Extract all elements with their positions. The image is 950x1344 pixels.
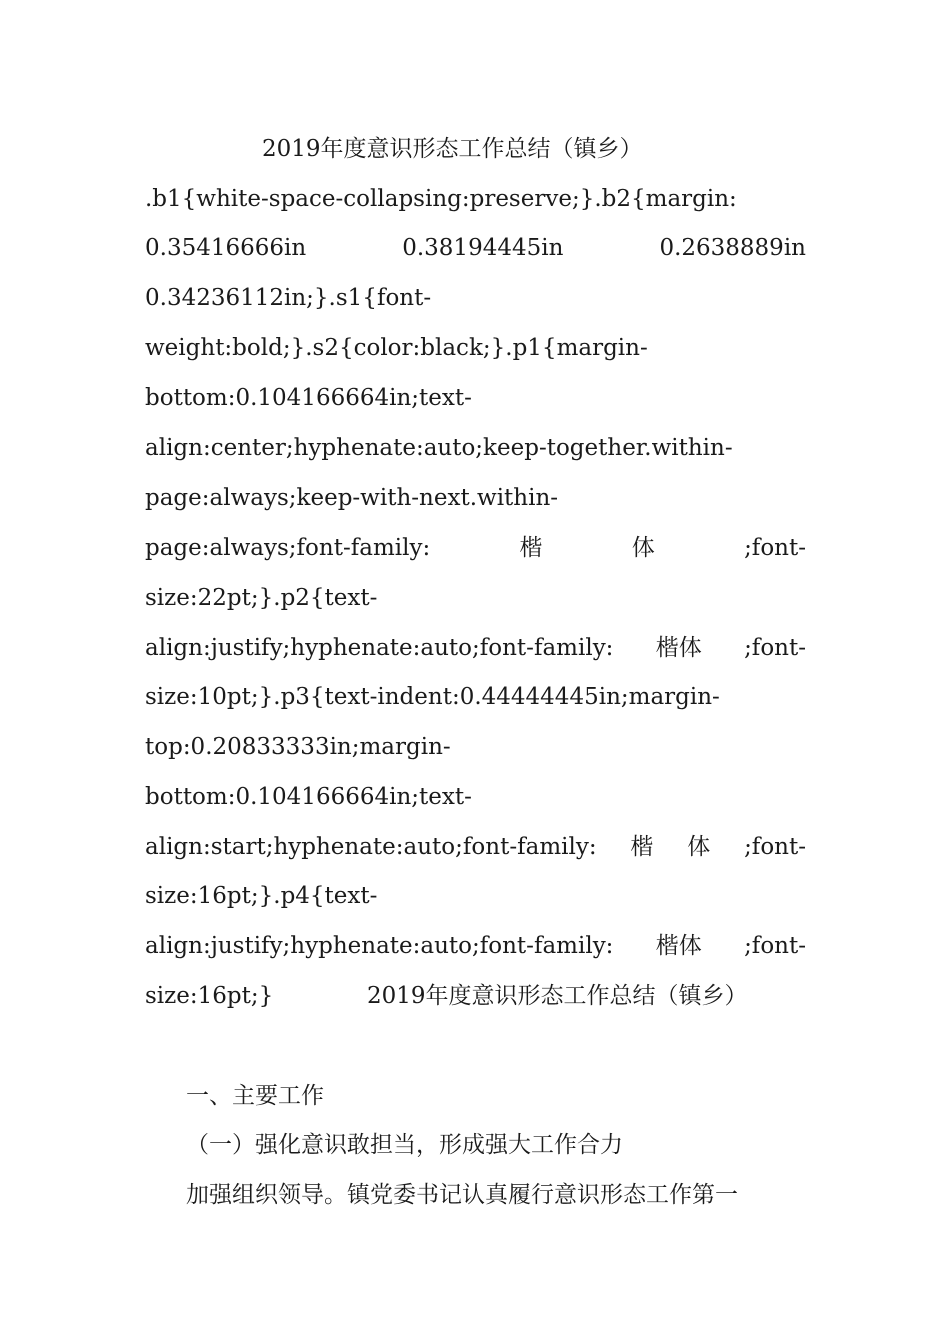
css-token: 0.2638889in: [659, 235, 806, 261]
document-title: 2019年度意识形态工作总结（镇乡）: [262, 136, 643, 162]
css-token: align:justify;hyphenate:auto;font-family:: [145, 635, 614, 661]
section-heading: 一、主要工作: [186, 1083, 324, 1109]
css-line: [145, 630, 806, 666]
css-token: 体: [631, 535, 655, 561]
css-line: bottom:0.104166664in;text-: [145, 385, 472, 411]
css-token: 0.38194445in: [402, 235, 564, 261]
css-line: bottom:0.104166664in;text-: [145, 784, 472, 810]
css-line: [145, 829, 806, 865]
subsection-heading: （一）强化意识敢担当，形成强大工作合力: [186, 1132, 623, 1158]
css-line: size:16pt;}.p4{text-: [145, 883, 378, 909]
css-line: .b1{white-space-collapsing:preserve;}.b2{margin:: [145, 186, 737, 212]
css-token: ;font-: [744, 834, 806, 860]
css-token: ;font-: [744, 933, 806, 959]
css-token: align:start;hyphenate:auto;font-family:: [145, 834, 597, 860]
css-line: page:always;keep-with-next.within-: [145, 485, 559, 511]
repeated-title: 2019年度意识形态工作总结（镇乡）: [367, 983, 748, 1009]
css-line: size:10pt;}.p3{text-indent:0.44444445in;margin-: [145, 684, 720, 710]
body-paragraph: 加强组织领导。镇党委书记认真履行意识形态工作第一: [186, 1182, 738, 1208]
css-token: 0.35416666in: [145, 235, 307, 261]
css-token: size:16pt;}: [145, 983, 274, 1009]
css-line: [145, 230, 806, 266]
css-line: [145, 978, 806, 1014]
css-token: ;font-: [744, 635, 806, 661]
css-line: [145, 530, 806, 566]
css-line: 0.34236112in;}.s1{font-: [145, 285, 432, 311]
css-line: weight:bold;}.s2{color:black;}.p1{margin-: [145, 335, 648, 361]
css-token: 体: [687, 834, 711, 860]
css-line: align:center;hyphenate:auto;keep-together.within-: [145, 435, 733, 461]
css-token: 楷体: [655, 933, 702, 959]
css-token: 楷体: [655, 635, 702, 661]
css-token: 楷: [519, 535, 543, 561]
css-token: align:justify;hyphenate:auto;font-family:: [145, 933, 614, 959]
css-line: top:0.20833333in;margin-: [145, 734, 451, 760]
css-line: size:22pt;}.p2{text-: [145, 585, 378, 611]
css-token: ;font-: [744, 535, 806, 561]
css-token: page:always;font-family:: [145, 535, 431, 561]
css-line: [145, 928, 806, 964]
css-token: 楷: [630, 834, 654, 860]
